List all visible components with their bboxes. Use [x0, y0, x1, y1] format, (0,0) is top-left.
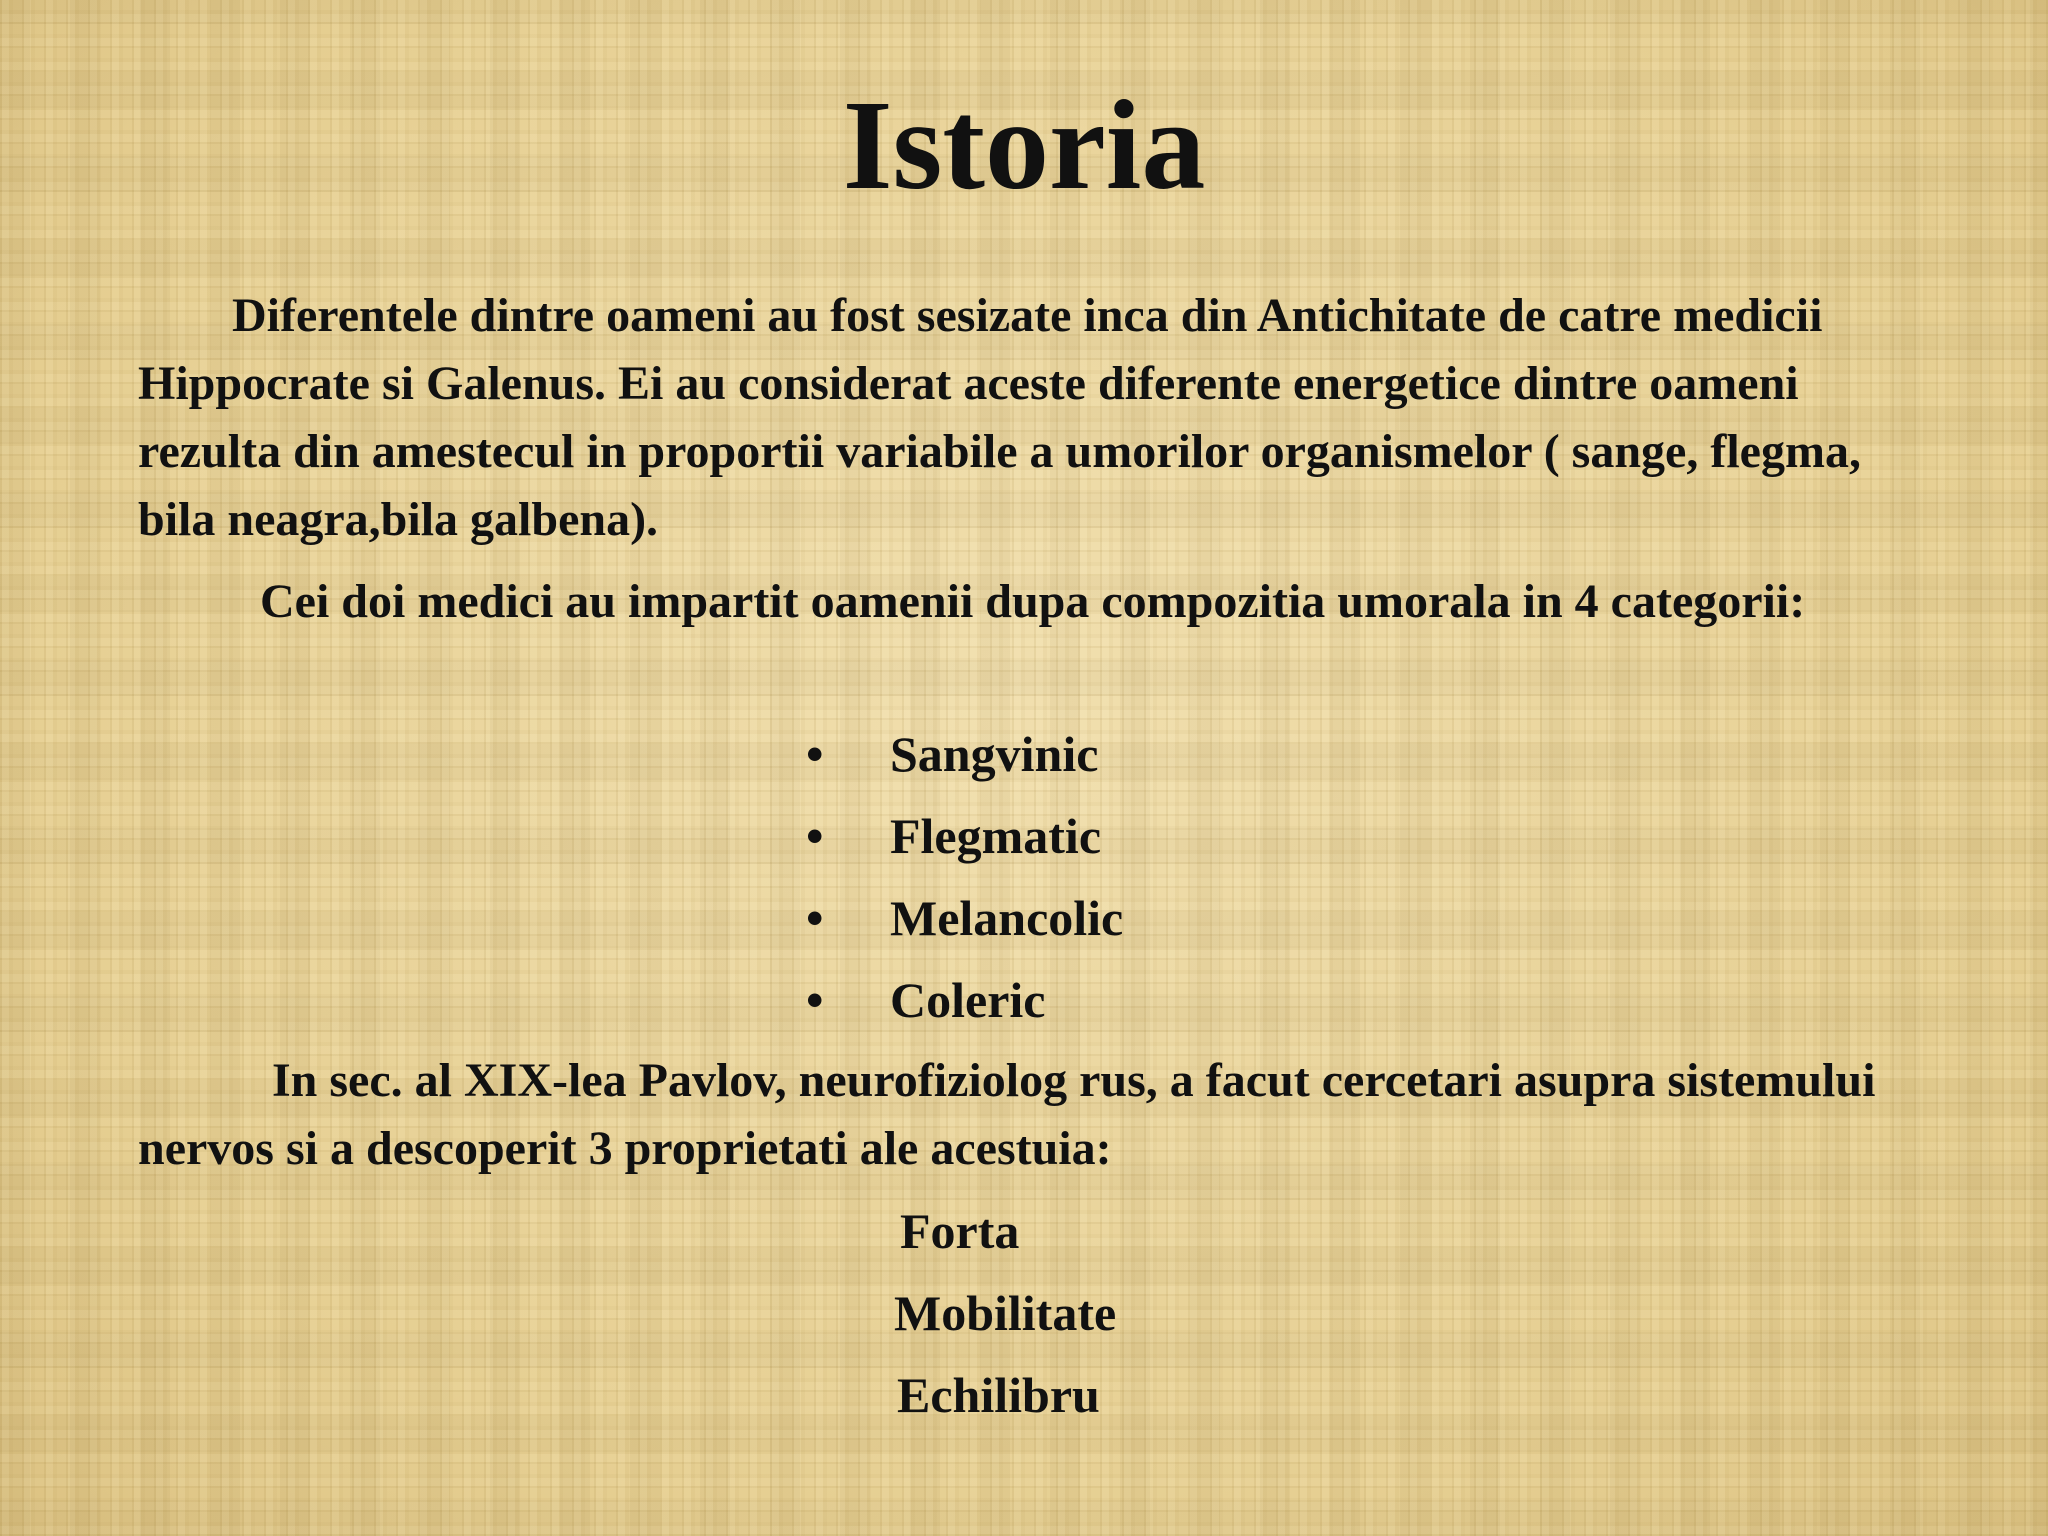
temperament-item: [800, 800, 1123, 882]
bullet-icon: •: [806, 726, 824, 782]
paragraph-antiquity: [138, 282, 1938, 554]
temperament-item: [800, 882, 1123, 964]
property-item: Forta: [900, 1203, 1020, 1259]
paragraph-categories: [138, 568, 1938, 636]
paragraph-categories-text: Cei doi medici au impartit oamenii dupa compozitia umorala in 4 categorii:: [260, 575, 1806, 628]
bullet-icon: •: [806, 890, 824, 946]
temperament-label: Flegmatic: [890, 808, 1102, 864]
bullet-icon: •: [806, 972, 824, 1028]
paragraph-antiquity-text: Diferentele dintre oameni au fost sesizate inca din Antichitate de catre medicii Hippocrate si Galenus. Ei au considerat aceste diferente energetice dintre oameni rezulta din amestecul in proportii variabile a umorilor organismelor ( sange, flegma, bila neagra,bila galbena).: [138, 289, 1861, 546]
temperament-label: Coleric: [890, 972, 1046, 1028]
temperament-list: [800, 718, 1123, 1046]
nervous-system-properties: [880, 1195, 1116, 1441]
property-item: Mobilitate: [894, 1285, 1117, 1341]
property-item: Echilibru: [897, 1367, 1100, 1423]
paragraph-pavlov: [138, 1047, 1938, 1183]
slide-title: Istoria: [842, 74, 1206, 216]
temperament-item: [800, 964, 1123, 1046]
temperament-label: Sangvinic: [890, 726, 1099, 782]
temperament-item: [800, 718, 1123, 800]
bullet-icon: •: [806, 808, 824, 864]
paragraph-pavlov-text: In sec. al XIX-lea Pavlov, neurofiziolog rus, a facut cercetari asupra sistemului nervos si a descoperit 3 proprietati ale acestuia:: [138, 1054, 1876, 1175]
temperament-label: Melancolic: [890, 890, 1124, 946]
